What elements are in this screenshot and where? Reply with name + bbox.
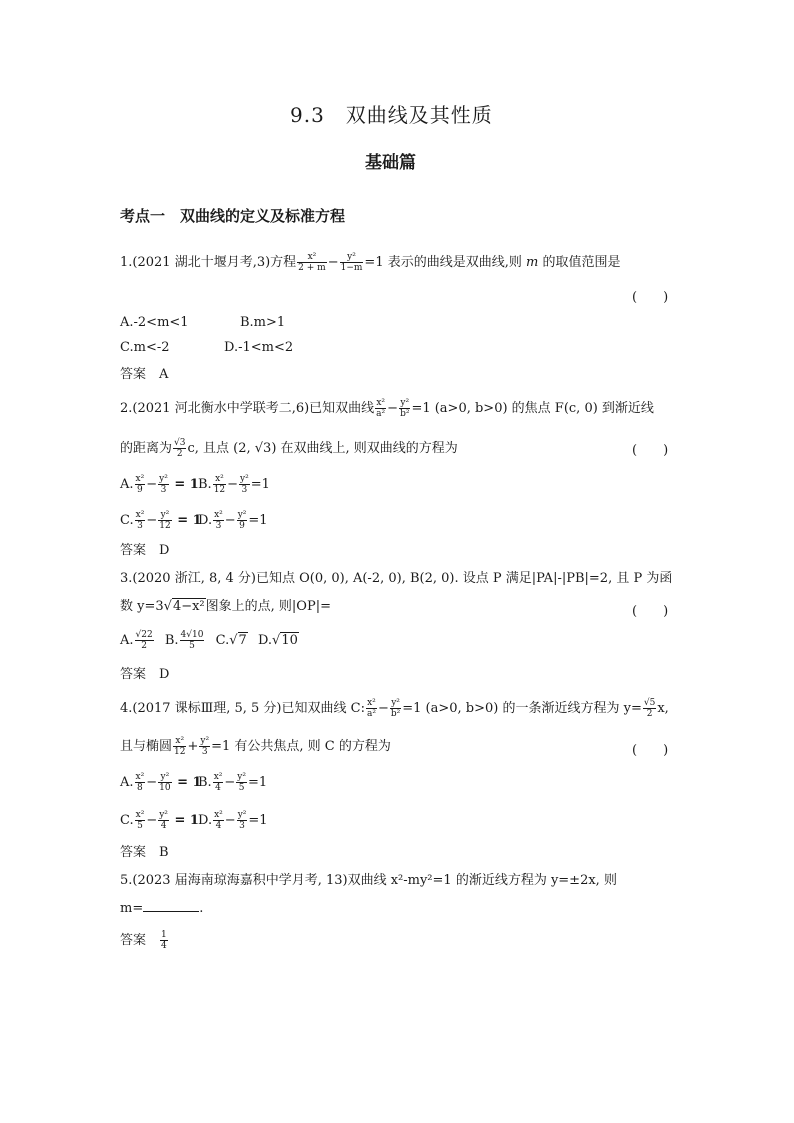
q4-fraction-y: $\frac{\text{y²}}{\text{b²}}$ xyxy=(390,698,401,719)
question-5-stem-line1: 5.(2023 届海南琼海嘉积中学月考, 13)双曲线 x²-my²=1 的渐近线方程为 y=±2x, 则 xyxy=(120,873,617,888)
q3-option-b: B. $\frac{4√10}{5}$ xyxy=(164,630,204,651)
q3-options xyxy=(120,630,299,651)
question-2-stem-line1: 2.(2021 河北衡水中学联考二,6)已知双曲线 $\frac{\text{x²}}{\text{a²}}$ − $\frac{\text{y²}}{\text{b²}}$ =1 (a>0, b>0) 的焦点 F(c, 0) 到渐近线 xyxy=(120,398,654,419)
q1-option-c: C.m<-2 xyxy=(120,340,170,355)
q5-answer: 答案 $\frac{1}{4}$ xyxy=(120,930,167,951)
q1-answer: 答案 A xyxy=(120,367,169,382)
q1-option-b: B.m>1 xyxy=(240,315,286,330)
q4-answer-blank: ( ) xyxy=(632,743,669,758)
q3-option-a: A. $\frac{√22}{2}$ xyxy=(120,630,153,651)
q3-answer: 答案 D xyxy=(120,667,170,682)
q2-fraction-x: $\frac{\text{x²}}{\text{a²}}$ xyxy=(376,398,386,419)
q4-answer: 答案 B xyxy=(120,845,169,860)
q1-suffix: =1 表示的曲线是双曲线,则 m 的取值范围是 xyxy=(364,255,621,270)
q2-option-a: A. $\frac{\text{x²}}{9}$ − $\frac{\text{y²}}{3}$ = 1 xyxy=(120,474,199,495)
q4-option-d: D. $\frac{\text{x²}}{4}$ − $\frac{\text{y²}}{3}$ =1 xyxy=(198,810,268,831)
q2-option-c: C. $\frac{\text{x²}}{3}$ − $\frac{\text{y²}}{12}$ = 1 xyxy=(120,510,202,531)
q4-asymptote-slope: $\frac{√5}{2}$ xyxy=(643,698,656,719)
section-subtitle: 基础篇 xyxy=(365,153,416,173)
question-3-stem-line1: 3.(2020 浙江, 8, 4 分)已知点 O(0, 0), A(-2, 0), B(2, 0). 设点 P 满足|PA|-|PB|=2, 且 P 为函 xyxy=(120,571,673,586)
q1-fraction-y: $\frac{\text{y²}}{1-m}$ xyxy=(340,252,363,273)
q1-option-d: D.-1<m<2 xyxy=(224,340,294,355)
q5-answer-fraction: $\frac{1}{4}$ xyxy=(161,930,167,951)
q4-option-b: B. $\frac{\text{x²}}{4}$ − $\frac{\text{y²}}{5}$ =1 xyxy=(198,772,268,793)
question-5-stem-line2: m= . xyxy=(120,901,204,916)
q3-answer-blank: ( ) xyxy=(632,604,669,619)
q2-answer: 答案 D xyxy=(120,543,170,558)
q4-option-c: C. $\frac{\text{x²}}{5}$ − $\frac{\text{y²}}{4}$ = 1 xyxy=(120,810,199,831)
q1-fraction-x: $\frac{\text{x²}}{2 + m}$ xyxy=(298,252,326,273)
q2-answer-blank: ( ) xyxy=(632,443,669,458)
question-1-stem: 1.(2021 湖北十堰月考,3)方程 $\frac{\text{x²}}{2 + m}$ − $\frac{\text{y²}}{1-m}$ =1 表示的曲线是双曲线,则 m 的取值范围是 xyxy=(120,252,621,273)
q2-distance-fraction: $\frac{√3}{2}$ xyxy=(174,438,186,459)
q1-prefix: 1.(2021 湖北十堰月考,3)方程 xyxy=(120,255,297,270)
q4-option-a: A. $\frac{\text{x²}}{8}$ − $\frac{\text{y²}}{10}$ = 1 xyxy=(120,772,202,793)
q4-ellipse-x: $\frac{\text{x²}}{12}$ xyxy=(174,736,186,757)
q3-option-c: C.√7 xyxy=(215,633,247,648)
q4-fraction-x: $\frac{\text{x²}}{\text{a²}}$ xyxy=(366,698,376,719)
q5-fill-blank xyxy=(143,899,199,912)
question-4-stem-line1: 4.(2017 课标Ⅲ理, 5, 5 分)已知双曲线 C: $\frac{\text{x²}}{\text{a²}}$ − $\frac{\text{y²}}{\text{b²}}$ =1 (a>0, b>0) 的一条渐近线方程为 y= $\frac{√5}{2}$ x, xyxy=(120,698,669,719)
q1-option-a: A.-2<m<1 xyxy=(120,315,189,330)
section-title: 9.3 双曲线及其性质 xyxy=(290,103,493,127)
q2-option-b: B. $\frac{\text{x²}}{12}$ − $\frac{\text{y²}}{3}$ =1 xyxy=(198,474,270,495)
question-4-stem-line2: 且与椭圆 $\frac{\text{x²}}{12}$ + $\frac{\text{y²}}{3}$ =1 有公共焦点, 则 C 的方程为 xyxy=(120,736,391,757)
question-3-stem-line2: 数 y=3√4−x²图象上的点, 则|OP|= xyxy=(120,599,331,614)
topic-heading: 考点一 双曲线的定义及标准方程 xyxy=(120,207,346,225)
question-2-stem-line2: 的距离为 $\frac{√3}{2}$ c, 且点 (2, √3) 在双曲线上, 则双曲线的方程为 xyxy=(120,438,458,459)
q2-fraction-y: $\frac{\text{y²}}{\text{b²}}$ xyxy=(400,398,410,419)
q4-ellipse-y: $\frac{\text{y²}}{3}$ xyxy=(200,736,210,757)
q2-option-d: D. $\frac{\text{x²}}{3}$ − $\frac{\text{y²}}{9}$ =1 xyxy=(198,510,268,531)
q3-option-d: D.√10 xyxy=(257,633,298,648)
q1-answer-blank: ( ) xyxy=(632,290,669,305)
